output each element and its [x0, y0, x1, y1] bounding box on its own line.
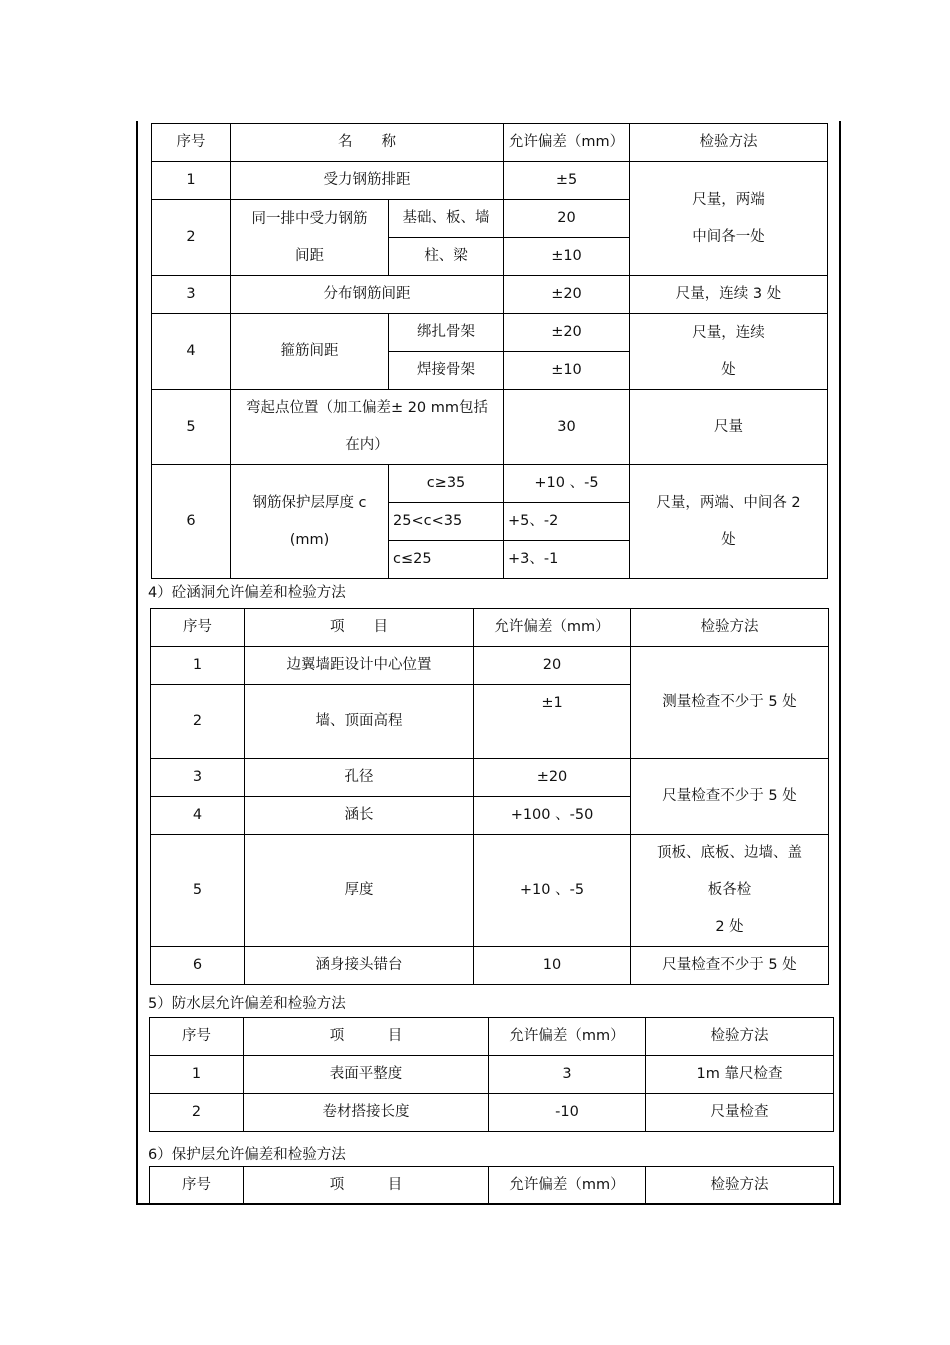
row-no: 6 [152, 465, 231, 579]
row-subitem: 绑扎骨架 [389, 314, 504, 352]
section-caption: 6）保护层允许偏差和检验方法 [148, 1147, 346, 1163]
row-subitem: 柱、梁 [389, 238, 504, 276]
header-tolerance: 允许偏差（mm） [504, 124, 630, 162]
row-tolerance: +5、-2 [504, 503, 630, 541]
row-no: 4 [151, 797, 245, 835]
row-name: 厚度 [245, 835, 474, 947]
header-no: 序号 [150, 1018, 244, 1056]
row-name: 涵长 [245, 797, 474, 835]
row-tolerance: +10 、-5 [504, 465, 630, 503]
header-tolerance: 允许偏差（mm） [474, 609, 631, 647]
row-name: 墙、顶面高程 [245, 685, 474, 759]
row-tolerance: ±20 [504, 276, 630, 314]
row-name: 边翼墙距设计中心位置 [245, 647, 474, 685]
row-tolerance: ±1 [474, 685, 631, 759]
name-line: 钢筋保护层厚度 c [252, 494, 367, 511]
row-tolerance: 3 [489, 1056, 646, 1094]
row-no: 2 [150, 1094, 244, 1132]
row-tolerance: -10 [489, 1094, 646, 1132]
row-no: 1 [150, 1056, 244, 1094]
row-subitem: c≤25 [389, 541, 504, 579]
row-method: 尺量 [630, 390, 828, 465]
row-name: 表面平整度 [244, 1056, 489, 1094]
row-method: 尺量检查 [646, 1094, 834, 1132]
method-line: 顶板、底板、边墙、盖 [657, 845, 802, 861]
method-line: 2 处 [715, 919, 744, 935]
row-tolerance: +100 、-50 [474, 797, 631, 835]
row-method [631, 835, 829, 947]
method-line: 处 [721, 361, 736, 378]
row-tolerance: ±10 [504, 352, 630, 390]
row-tolerance: ±10 [504, 238, 630, 276]
row-name: 涵身接头错台 [245, 947, 474, 985]
header-name: 名 称 [231, 124, 504, 162]
name-line: 弯起点位置（加工偏差± 20 mm包括 [245, 400, 489, 416]
header-no: 序号 [151, 609, 245, 647]
row-name [231, 390, 504, 465]
row-name: 卷材搭接长度 [244, 1094, 489, 1132]
row-no: 6 [151, 947, 245, 985]
row-tolerance: 20 [504, 200, 630, 238]
row-subitem: 焊接骨架 [389, 352, 504, 390]
header-item: 项 目 [244, 1167, 489, 1205]
method-line: 处 [721, 531, 736, 548]
row-no: 5 [152, 390, 231, 465]
row-method: 尺量检查不少于 5 处 [631, 759, 829, 835]
row-tolerance: ±20 [474, 759, 631, 797]
header-tolerance: 允许偏差（mm） [489, 1167, 646, 1205]
method-line: 尺量，两端、中间各 2 [656, 494, 801, 511]
protective-layer-table [149, 1166, 834, 1205]
row-tolerance: 20 [474, 647, 631, 685]
row-subitem: 25<c<35 [389, 503, 504, 541]
row-no: 5 [151, 835, 245, 947]
row-subitem: c≥35 [389, 465, 504, 503]
header-item: 项 目 [244, 1018, 489, 1056]
row-no: 2 [152, 200, 231, 276]
row-name [231, 465, 389, 579]
row-tolerance: ±20 [504, 314, 630, 352]
row-tolerance: +10 、-5 [474, 835, 631, 947]
header-tolerance: 允许偏差（mm） [489, 1018, 646, 1056]
section-caption: 5）防水层允许偏差和检验方法 [148, 996, 346, 1012]
method-line: 尺量，连续 [692, 324, 765, 341]
culvert-tolerance-table [150, 608, 829, 985]
row-method [630, 162, 828, 276]
row-method: 测量检查不少于 5 处 [631, 647, 829, 759]
row-method: 尺量检查不少于 5 处 [631, 947, 829, 985]
header-method: 检验方法 [646, 1167, 834, 1205]
row-no: 1 [151, 647, 245, 685]
header-no: 序号 [150, 1167, 244, 1205]
header-method: 检验方法 [631, 609, 829, 647]
row-no: 3 [152, 276, 231, 314]
row-no: 1 [152, 162, 231, 200]
method-line: 尺量，两端 [692, 191, 765, 208]
name-line: 同一排中受力钢筋 [251, 210, 368, 227]
name-line: 间距 [295, 247, 324, 264]
row-method [630, 314, 828, 390]
header-no: 序号 [152, 124, 231, 162]
row-method: 尺量，连续 3 处 [630, 276, 828, 314]
row-method: 1m 靠尺检查 [646, 1056, 834, 1094]
row-method [630, 465, 828, 579]
row-name: 箍筋间距 [231, 314, 389, 390]
row-no: 2 [151, 685, 245, 759]
row-name: 受力钢筋排距 [231, 162, 504, 200]
waterproof-tolerance-table [149, 1017, 834, 1132]
row-tolerance: ±5 [504, 162, 630, 200]
name-line: (mm) [289, 531, 330, 548]
row-tolerance: 10 [474, 947, 631, 985]
header-method: 检验方法 [646, 1018, 834, 1056]
row-name [231, 200, 389, 276]
row-tolerance: 30 [504, 390, 630, 465]
row-subitem: 基础、板、墙 [389, 200, 504, 238]
method-line: 中间各一处 [692, 228, 765, 245]
row-no: 4 [152, 314, 231, 390]
row-tolerance: +3、-1 [504, 541, 630, 579]
row-name: 孔径 [245, 759, 474, 797]
header-item: 项 目 [245, 609, 474, 647]
header-method: 检验方法 [630, 124, 828, 162]
section-caption: 4）砼涵洞允许偏差和检验方法 [148, 585, 346, 601]
name-line: 在内） [345, 437, 389, 453]
row-no: 3 [151, 759, 245, 797]
rebar-tolerance-table [151, 123, 828, 579]
row-name: 分布钢筋间距 [231, 276, 504, 314]
method-line: 板各检 [707, 882, 752, 898]
